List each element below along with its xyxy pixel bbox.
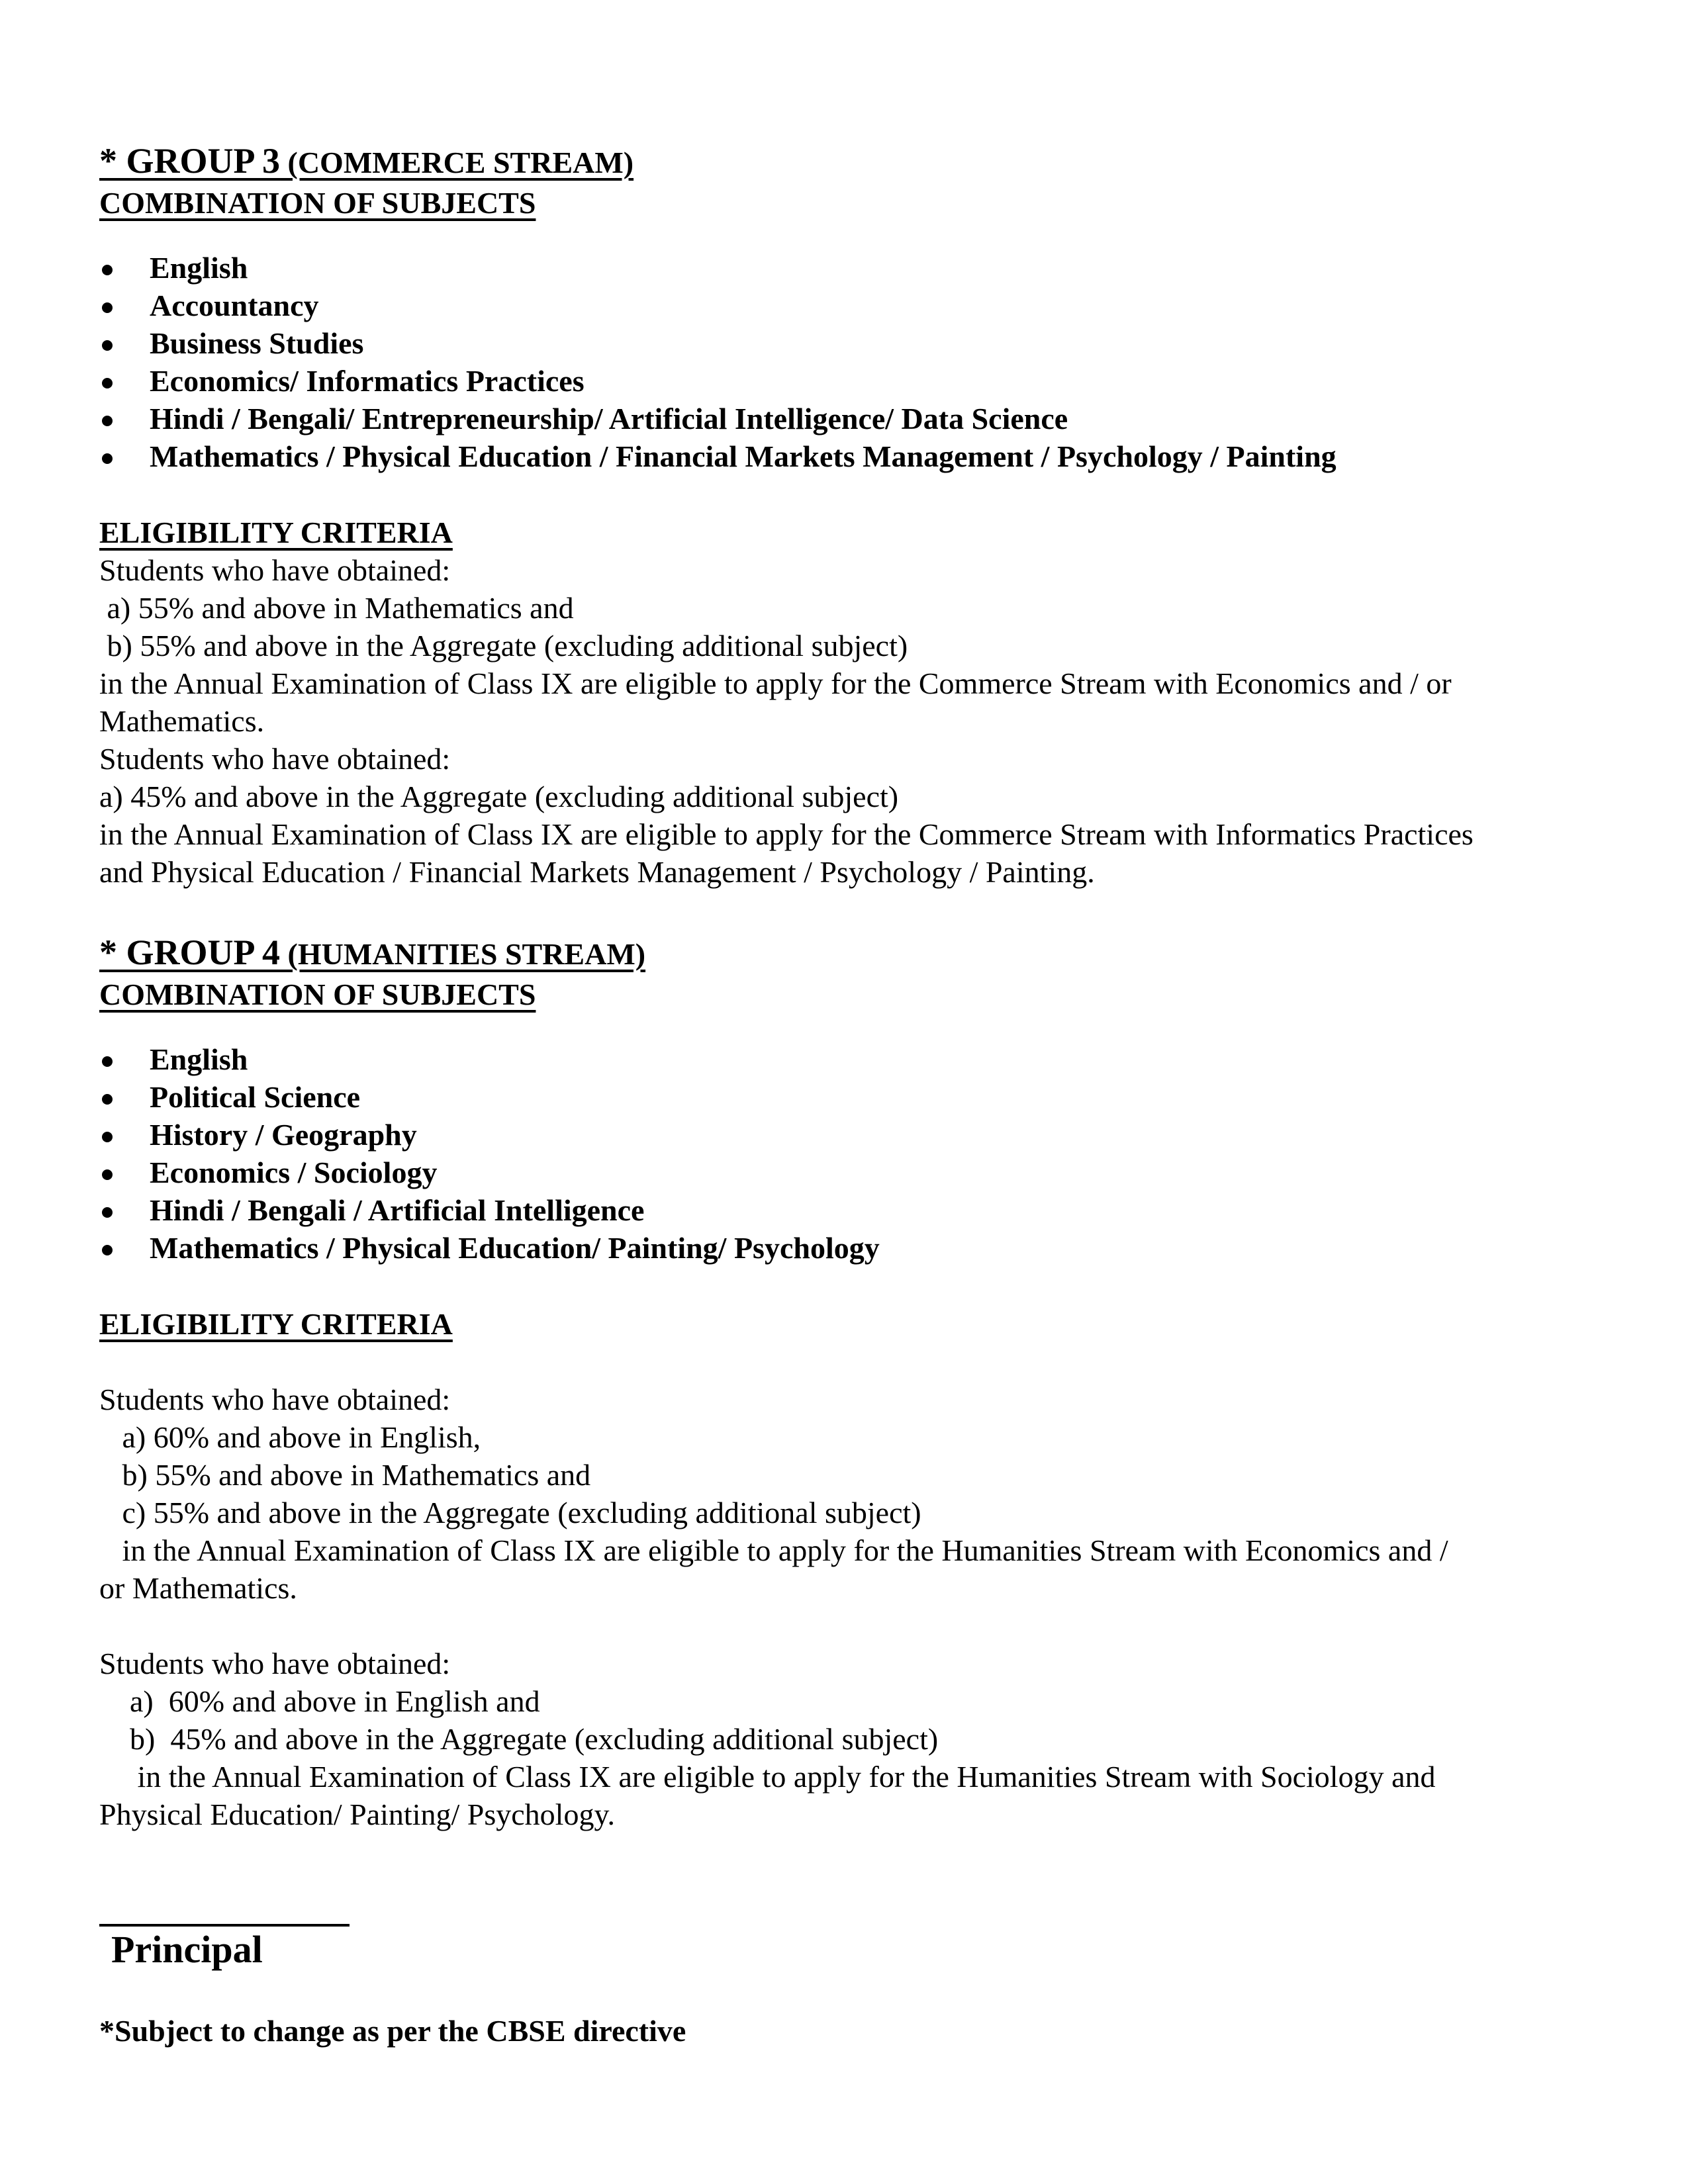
bullet-icon (102, 1207, 113, 1218)
text-line: Physical Education/ Painting/ Psychology. (99, 1797, 615, 1831)
bullet-icon (102, 1094, 113, 1105)
text-line: a) 55% and above in Mathematics and (99, 591, 574, 625)
bullet-icon (102, 265, 113, 275)
text-line: in the Annual Examination of Class IX are eligible to apply for the Commerce Stream with Economics and / or (99, 666, 1452, 700)
text-line: and Physical Education / Financial Markets Management / Psychology / Painting. (99, 855, 1095, 889)
text-line: in the Annual Examination of Class IX are eligible to apply for the Commerce Stream with Informatics Practices (99, 817, 1474, 851)
bullet-icon (102, 302, 113, 313)
bullet-icon (102, 1169, 113, 1180)
bullet-icon (102, 378, 113, 388)
group4-eligibility-title: ELIGIBILITY CRITERIA (99, 1307, 453, 1341)
group3-heading-label: * GROUP 3 (99, 141, 281, 181)
text-line: Students who have obtained: (99, 742, 451, 776)
text-line: Students who have obtained: (99, 553, 451, 587)
group4-heading-stream: (HUMANITIES STREAM) (280, 937, 646, 971)
text-line: b) 55% and above in Mathematics and (99, 1458, 591, 1492)
text-line: b) 55% and above in the Aggregate (excluding additional subject) (99, 629, 908, 662)
signature-line (99, 1924, 350, 1927)
group3-eligibility-title: ELIGIBILITY CRITERIA (99, 516, 453, 549)
text-line: a) 45% and above in the Aggregate (excluding additional subject) (99, 780, 899, 813)
bullet-icon (102, 416, 113, 426)
document-page: * GROUP 3 (COMMERCE STREAM) COMBINATION OF SUBJECTS English Accountancy Business Studies Economics/ Informatics Practices Hindi / Bengali/ Entrepreneurship/ Artificial Intelligence/ Data Science Mathematics / Physical Education / Financial Markets Management / Psychology / Painting ELIGIBILITY CRITERIA Students who have obtained: a) 55% and above in Mathematics and b) 55% and above in the Aggregate (excluding additional subject) in the Annual Examination of Class IX are eligible to apply for the Commerce Stream with Economics and / or Mathematics. Students who have obtained: a) 45% and above in the Aggregate (excluding additional subject) in the Annual Examination of Class IX are eligible to apply for the Commerce Stream with Informatics Practices and Physical Education / Financial Markets Management / Psychology / Painting. * GROUP 4 (HUMANITIES STREAM) COMBINATION OF SUBJECTS English Political Science History / Geography Economics / Sociology Hindi / Bengali / Artificial Intelligence Mathematics / Physical Education/ Painting/ Psychology ELIGIBILITY CRITERIA Students who have obtained: a) 60% and above in English, b) 55% and above in Mathematics and c) 55% and above in the Aggregate (excluding additional subject) in the Annual Examination of Class IX are eligible to apply for the Humanities Stream with Economics and / or Mathematics. Students who have obtained: a) 60% and above in English and b) 45% and above in the Aggregate (excluding additional subject) in the Annual Examination of Class IX are eligible to apply for the Humanities Stream with Sociology and Physical Education/ Painting/ Psychology. Principal *Subject to change as per the CBSE directive (99, 141, 1474, 2048)
text-line: in the Annual Examination of Class IX are eligible to apply for the Humanities Stream with Economics and / (99, 1533, 1448, 1567)
bullet-icon (102, 340, 113, 351)
bullet-icon (102, 1056, 113, 1067)
text-line: c) 55% and above in the Aggregate (excluding additional subject) (99, 1496, 921, 1529)
text-line: b) 45% and above in the Aggregate (excluding additional subject) (99, 1722, 939, 1756)
text-line: Students who have obtained: (99, 1383, 451, 1416)
bullet-icon (102, 453, 113, 464)
group3-heading (99, 140, 633, 181)
principal-signature-title: Principal (111, 1928, 263, 1971)
group3-heading-stream: (COMMERCE STREAM) (280, 146, 634, 179)
text-line: or Mathematics. (99, 1571, 297, 1605)
bullet-icon (102, 1132, 113, 1142)
text-line: in the Annual Examination of Class IX are eligible to apply for the Humanities Stream with Sociology and (99, 1760, 1436, 1794)
text-line: a) 60% and above in English and (99, 1684, 540, 1718)
text-line: Mathematics. (99, 704, 265, 738)
bullet-icon (102, 1245, 113, 1255)
group4-heading (99, 932, 645, 973)
text-line: a) 60% and above in English, (99, 1420, 481, 1454)
group3-combination-title: COMBINATION OF SUBJECTS (99, 186, 536, 220)
group4-combination-title: COMBINATION OF SUBJECTS (99, 978, 536, 1011)
footnote: *Subject to change as per the CBSE directive (99, 2014, 686, 2048)
group4-heading-label: * GROUP 4 (99, 933, 281, 972)
text-line: Students who have obtained: (99, 1647, 451, 1680)
